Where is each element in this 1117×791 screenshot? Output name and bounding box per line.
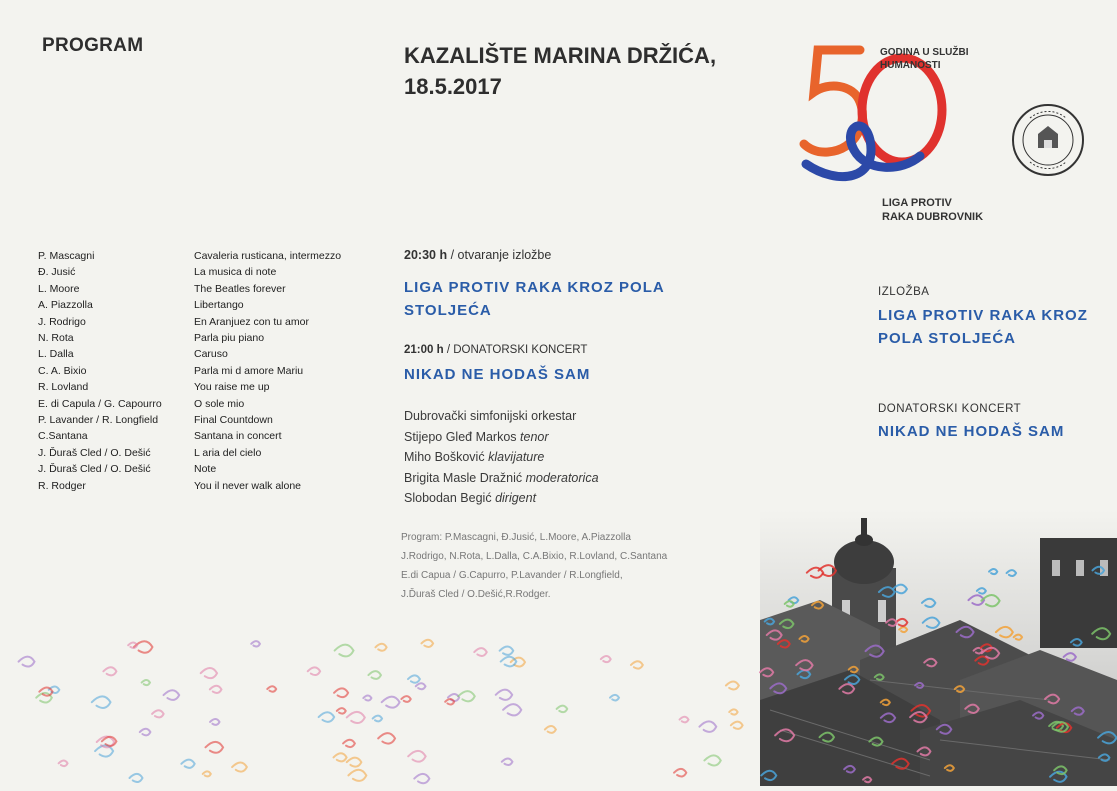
- venue-block: [404, 40, 716, 102]
- composer-item: P. Mascagni: [38, 250, 95, 262]
- piece-item: Final Countdown: [194, 414, 273, 427]
- confetti-piece: [421, 640, 433, 647]
- pieces-list: [194, 248, 341, 494]
- confetti-piece: [680, 717, 689, 723]
- logo-org-line1: LIGA PROTIV: [882, 197, 952, 209]
- confetti-piece: [308, 667, 320, 675]
- confetti-piece: [601, 656, 611, 662]
- confetti-piece: [502, 758, 513, 765]
- composer-item: P. Lavander / R. Longfield: [38, 414, 159, 427]
- performer-item: [404, 406, 599, 427]
- confetti-piece: [610, 695, 619, 701]
- performers-list: [404, 406, 599, 509]
- confetti-piece: [134, 641, 153, 652]
- piece-item: You il never walk alone: [194, 479, 302, 492]
- composer-item: R. Lovland: [38, 381, 89, 394]
- confetti-piece: [363, 696, 371, 701]
- confetti-piece: [319, 712, 335, 722]
- performer-item: [404, 427, 599, 448]
- composer-item: E. di Capula / G. Capourro: [38, 397, 162, 410]
- confetti-piece: [416, 683, 426, 689]
- confetti-piece: [458, 691, 474, 701]
- composer-item: C.Santana: [38, 430, 88, 443]
- exhibition-title-line1: LIGA PROTIV RAKA KROZ POLA: [404, 279, 665, 296]
- confetti-piece: [347, 758, 362, 767]
- program-summary-line: J.Ďuraš Cled / O.Dešić,R.Rodger.: [401, 589, 551, 600]
- confetti-piece: [557, 706, 568, 713]
- exhibition-time-line: [404, 248, 551, 262]
- right-exhibition-title-line1: LIGA PROTIV RAKA KROZ: [878, 307, 1088, 324]
- confetti-piece: [496, 690, 512, 700]
- confetti-piece: [128, 642, 137, 648]
- logo-org-line2: RAKA DUBROVNIK: [882, 211, 984, 223]
- exhibition-title-line2: STOLJEĆA: [404, 302, 492, 319]
- composer-item: J. Rodrigo: [38, 315, 86, 328]
- right-exhibition-label: IZLOŽBA: [878, 286, 930, 298]
- performer-name: Slobodan Begić: [404, 491, 492, 505]
- confetti-piece: [545, 726, 556, 733]
- composer-item: L. Moore: [38, 282, 80, 295]
- confetti-piece: [142, 680, 150, 685]
- confetti-piece: [631, 661, 643, 668]
- confetti-piece: [205, 742, 223, 753]
- venue-name: KAZALIŠTE MARINA DRŽIĆA,: [404, 43, 717, 68]
- performer-name: Dubrovački simfonijski orkestar: [404, 409, 577, 423]
- confetti-piece: [368, 671, 381, 679]
- exhibition-title: [404, 276, 665, 322]
- performer-role: moderatorica: [525, 470, 599, 485]
- confetti-piece: [103, 667, 116, 675]
- confetti-piece: [39, 688, 52, 696]
- confetti-piece: [201, 668, 217, 678]
- piece-item: Parla mi d amore Mariu: [194, 364, 304, 377]
- confetti-piece: [267, 686, 276, 692]
- confetti-piece: [36, 693, 52, 703]
- confetti-piece: [731, 722, 743, 729]
- confetti-piece: [210, 719, 219, 725]
- performer-role: tenor: [520, 429, 549, 444]
- confetti-piece: [699, 721, 716, 731]
- performer-item: [404, 468, 599, 489]
- confetti-piece: [129, 774, 142, 782]
- concert-title: NIKAD NE HODAŠ SAM: [404, 366, 591, 383]
- event-date: 18.5.2017: [404, 74, 502, 99]
- confetti-piece: [19, 657, 35, 667]
- program-summary-line: E.di Capua / G.Capurro, P.Lavander / R.Longfield,: [401, 570, 623, 581]
- confetti-piece: [375, 644, 386, 651]
- logo-org-name: [882, 196, 983, 224]
- piece-item: Cavaleria rusticana, intermezzo: [194, 250, 342, 262]
- confetti-piece: [203, 771, 211, 776]
- right-exhibition-title: [878, 304, 1088, 350]
- city-illustration: [760, 510, 1117, 786]
- composer-item: J. Ďuraš Cled / O. Dešić: [38, 446, 151, 459]
- confetti-piece: [348, 770, 366, 781]
- right-concert-label: DONATORSKI KONCERT: [878, 403, 1022, 415]
- confetti-piece: [414, 774, 429, 783]
- confetti-piece: [445, 699, 454, 705]
- piece-item: L aria del cielo: [194, 446, 262, 459]
- confetti-piece: [378, 733, 395, 743]
- right-concert-title: NIKAD NE HODAŠ SAM: [878, 423, 1065, 440]
- logo-tagline: [880, 46, 969, 72]
- composer-item: C. A. Bixio: [38, 364, 87, 377]
- concert-time-line: [404, 344, 587, 356]
- confetti-piece: [511, 658, 525, 667]
- confetti-piece: [181, 760, 194, 768]
- confetti-piece: [347, 712, 365, 723]
- confetti-piece: [59, 761, 68, 767]
- confetti-piece: [232, 762, 247, 771]
- confetti-piece: [500, 646, 514, 654]
- performer-name: Stijepo Gleđ Markos: [404, 429, 517, 444]
- seal-icon: [1010, 102, 1086, 178]
- piece-item: The Beatles forever: [194, 282, 286, 295]
- piece-item: En Aranjuez con tu amor: [194, 315, 309, 328]
- confetti-piece: [102, 737, 117, 746]
- composer-item: R. Rodger: [38, 479, 86, 492]
- confetti-piece: [140, 729, 151, 736]
- piece-item: Santana in concert: [194, 430, 282, 443]
- performer-role: dirigent: [495, 491, 537, 505]
- confetti-piece: [92, 696, 111, 708]
- confetti-piece: [337, 708, 346, 714]
- confetti-piece: [503, 704, 521, 715]
- program-summary: [401, 528, 667, 604]
- piece-item: You raise me up: [194, 381, 270, 394]
- performer-name: Miho Bošković: [404, 450, 485, 464]
- performer-name: Brigita Masle Dražnić: [404, 470, 523, 485]
- exhibition-time: 20:30 h: [404, 248, 448, 262]
- confetti-piece: [401, 696, 410, 702]
- confetti-piece: [152, 710, 164, 717]
- piece-item: La musica di note: [194, 266, 277, 279]
- confetti-piece: [474, 648, 487, 656]
- confetti-piece: [729, 709, 737, 714]
- performer-item: [404, 447, 599, 468]
- composers-list: [38, 248, 162, 494]
- confetti-piece: [373, 716, 382, 722]
- exhibition-label: / otvaranje izložbe: [450, 248, 552, 262]
- logo-tagline-line1: GODINA U SLUŽBI: [880, 47, 969, 58]
- confetti-piece: [674, 769, 686, 777]
- confetti-piece: [382, 697, 400, 708]
- composer-item: Đ. Jusić: [38, 266, 76, 279]
- confetti-piece: [49, 686, 60, 693]
- performer-item: [404, 488, 599, 509]
- confetti-piece: [343, 740, 355, 747]
- composer-item: N. Rota: [38, 332, 74, 345]
- piece-item: O sole mio: [194, 397, 245, 410]
- piece-item: Caruso: [194, 348, 228, 361]
- confetti-piece: [726, 681, 739, 689]
- confetti-piece: [501, 657, 517, 667]
- confetti-piece: [335, 645, 354, 657]
- confetti-piece: [408, 675, 420, 682]
- composer-item: L. Dalla: [38, 348, 74, 361]
- piece-item: Libertango: [194, 299, 244, 312]
- performer-role: klavijature: [488, 450, 545, 464]
- program-summary-line: Program: P.Mascagni, Đ.Jusić, L.Moore, A.Piazzolla: [401, 532, 631, 543]
- concert-time: 21:00 h: [404, 344, 444, 356]
- confetti-piece: [97, 737, 115, 748]
- confetti-piece: [210, 686, 222, 693]
- piece-item: Parla piu piano: [194, 332, 265, 345]
- confetti-piece: [704, 755, 720, 765]
- concert-label: / DONATORSKI KONCERT: [446, 344, 588, 356]
- right-exhibition-title-line2: POLA STOLJEĆA: [878, 330, 1017, 347]
- piece-item: Note: [194, 463, 217, 476]
- confetti-piece: [334, 753, 347, 761]
- composer-item: A. Piazzolla: [38, 299, 93, 312]
- confetti-piece: [448, 694, 459, 701]
- confetti-piece: [408, 751, 425, 762]
- confetti-piece: [95, 745, 113, 756]
- confetti-piece: [251, 641, 260, 646]
- composer-item: J. Ďuraš Cled / O. Dešić: [38, 463, 151, 476]
- confetti-piece: [164, 690, 180, 700]
- logo-tagline-line2: HUMANOSTI: [880, 60, 941, 71]
- program-heading: PROGRAM: [42, 35, 144, 56]
- confetti-piece: [334, 688, 348, 697]
- program-summary-line: J.Rodrigo, N.Rota, L.Dalla, C.A.Bixio, R.Lovland, C.Santana: [401, 551, 668, 562]
